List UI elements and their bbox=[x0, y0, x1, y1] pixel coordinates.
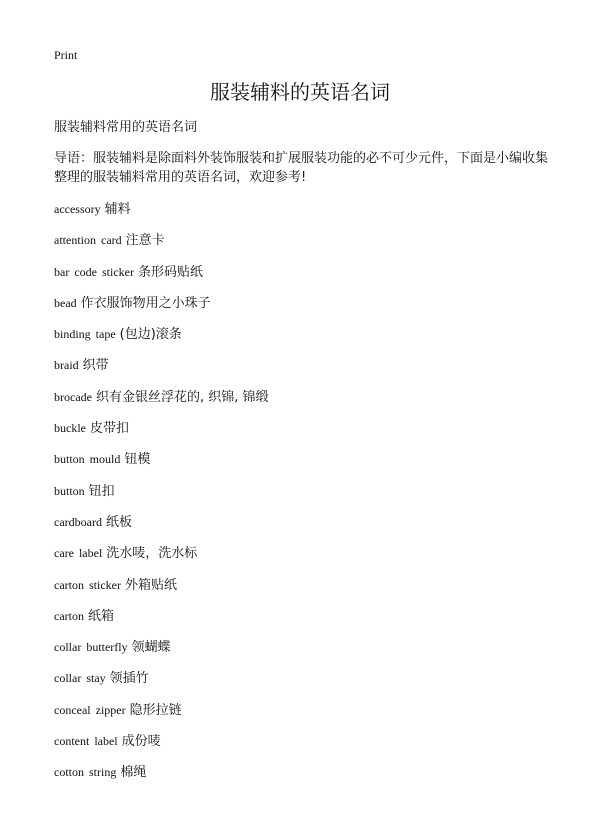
english-term: button mould bbox=[54, 452, 121, 467]
glossary-entry bbox=[54, 575, 554, 606]
chinese-term: 洗水唛，洗水标 bbox=[106, 546, 198, 562]
glossary-entry bbox=[54, 731, 554, 762]
page-subtitle: 服装辅料常用的英语名词 bbox=[54, 120, 198, 135]
english-term: content label bbox=[54, 734, 118, 749]
glossary-entry bbox=[54, 668, 554, 699]
chinese-term: 注意卡 bbox=[125, 233, 165, 249]
chinese-term: 领蝴蝶 bbox=[131, 640, 171, 656]
glossary-entry bbox=[54, 449, 554, 480]
glossary-entry bbox=[54, 199, 554, 230]
intro-paragraph: 导语：服装辅料是除面料外装饰服装和扩展服装功能的必不可少元件，下面是小编收集整理的服装辅料常用的英语名词，欢迎参考! bbox=[54, 151, 549, 185]
glossary-entry bbox=[54, 512, 554, 543]
english-term: buckle bbox=[54, 421, 86, 436]
glossary-entry bbox=[54, 324, 554, 355]
english-term: carton sticker bbox=[54, 577, 121, 592]
chinese-term: 织有金银丝浮花的, 织锦, 锦缎 bbox=[95, 389, 269, 405]
chinese-term: 条形码贴纸 bbox=[137, 264, 203, 280]
page-title: 服装辅料的英语名词 bbox=[210, 80, 390, 104]
chinese-term: 成份唛 bbox=[121, 734, 161, 750]
chinese-term: 领插竹 bbox=[109, 671, 149, 687]
glossary-entry bbox=[54, 418, 554, 449]
print-label: Print bbox=[54, 48, 78, 62]
english-term: braid bbox=[54, 358, 79, 373]
glossary-list bbox=[54, 199, 554, 794]
english-term: accessory bbox=[54, 202, 101, 216]
glossary-entry bbox=[54, 387, 554, 418]
glossary-entry bbox=[54, 762, 554, 793]
chinese-term: 纸箱 bbox=[87, 608, 114, 624]
english-term: collar butterfly bbox=[54, 640, 128, 655]
chinese-term: 隐形拉链 bbox=[129, 702, 182, 718]
glossary-entry bbox=[54, 355, 554, 386]
english-term: care label bbox=[54, 546, 103, 561]
english-term: bead bbox=[54, 295, 77, 310]
glossary-entry bbox=[54, 293, 554, 324]
english-term: carton bbox=[54, 608, 84, 623]
chinese-term: 钮模 bbox=[124, 452, 151, 468]
chinese-term: 作衣服饰物用之小珠子 bbox=[80, 295, 211, 311]
glossary-entry bbox=[54, 230, 554, 261]
glossary-entry bbox=[54, 637, 554, 668]
english-term: binding tape bbox=[54, 327, 116, 342]
english-term: cotton string bbox=[54, 765, 117, 780]
english-term: attention card bbox=[54, 233, 122, 248]
chinese-term: 织带 bbox=[82, 358, 109, 374]
chinese-term: 棉绳 bbox=[120, 765, 147, 781]
chinese-term: (包边)滚条 bbox=[119, 327, 182, 343]
glossary-entry bbox=[54, 481, 554, 512]
glossary-entry bbox=[54, 543, 554, 574]
glossary-entry bbox=[54, 262, 554, 293]
chinese-term: 纸板 bbox=[105, 514, 132, 530]
chinese-term: 辅料 bbox=[104, 202, 131, 217]
english-term: brocade bbox=[54, 389, 92, 404]
english-term: collar stay bbox=[54, 671, 106, 686]
chinese-term: 钮扣 bbox=[88, 483, 115, 499]
glossary-entry bbox=[54, 606, 554, 637]
chinese-term: 皮带扣 bbox=[90, 421, 130, 437]
english-term: cardboard bbox=[54, 514, 102, 529]
english-term: button bbox=[54, 483, 85, 498]
chinese-term: 外箱贴纸 bbox=[124, 577, 177, 593]
english-term: bar code sticker bbox=[54, 264, 134, 279]
english-term: conceal zipper bbox=[54, 702, 126, 717]
glossary-entry bbox=[54, 700, 554, 731]
